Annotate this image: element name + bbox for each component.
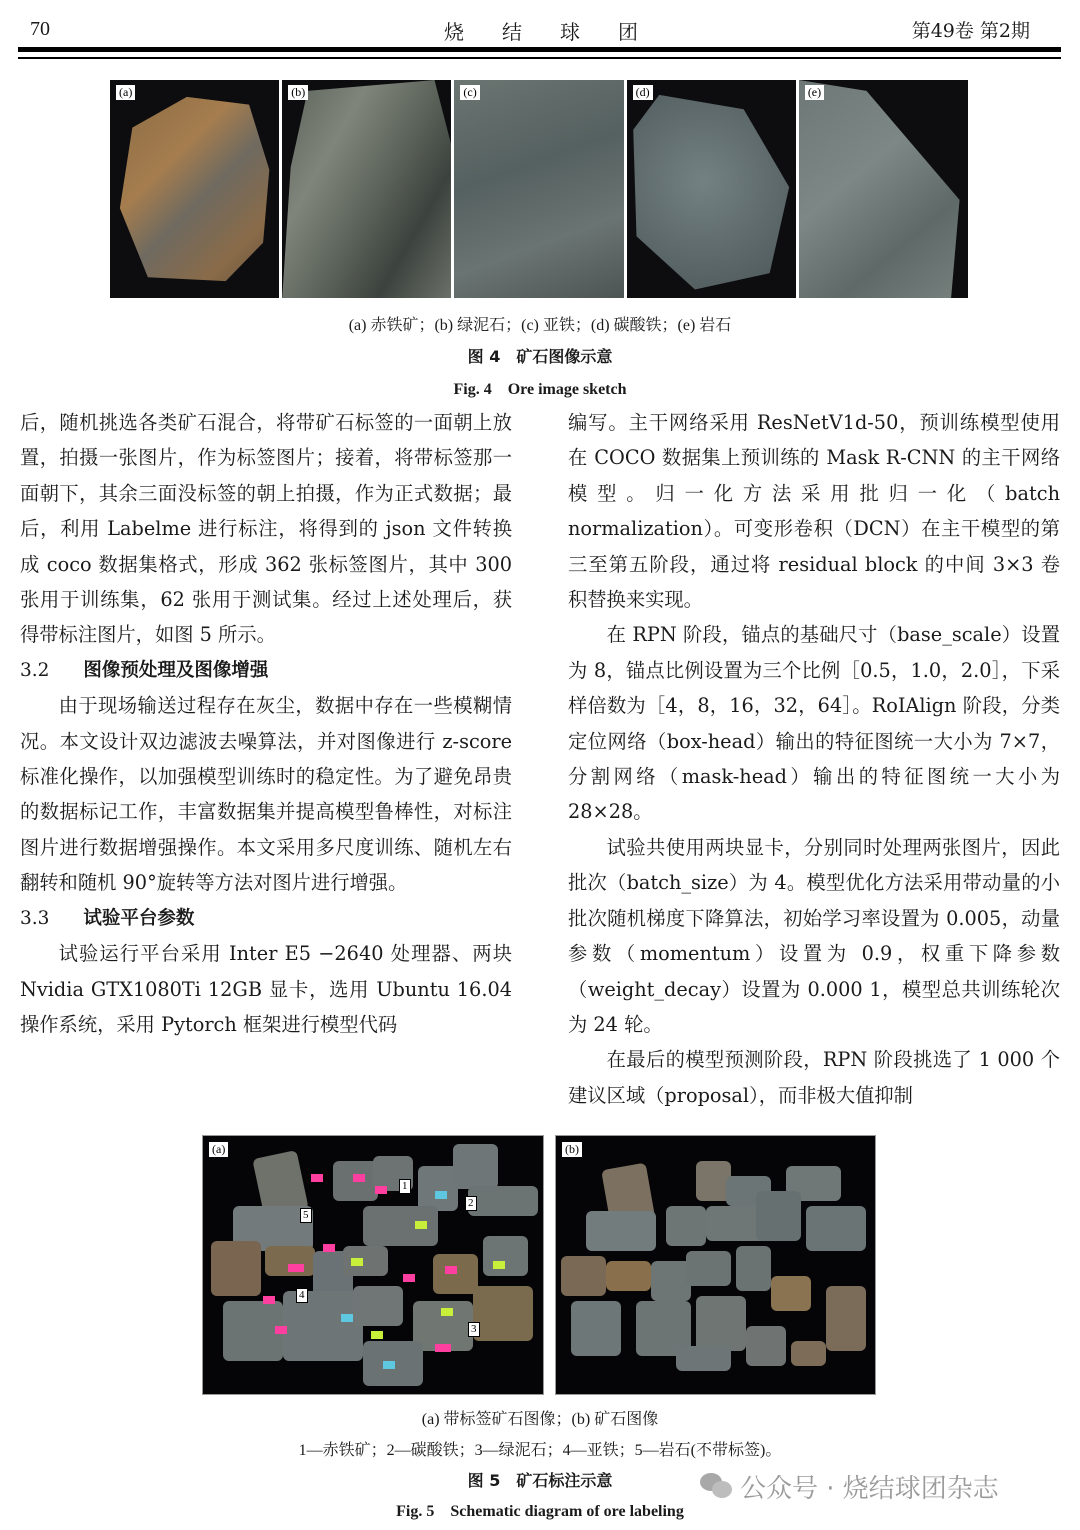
figure-4-panel-c	[454, 80, 623, 298]
ore-stone	[791, 1341, 826, 1366]
callout-marker-4: 4	[296, 1288, 308, 1303]
figure-5-title-en: Fig. 5 Schematic diagram of ore labeling	[396, 1503, 684, 1520]
ore-rock-siderite	[630, 89, 792, 294]
figure-5-title-cn: 图 5 矿石标注示意	[467, 1471, 613, 1490]
paragraph: 试验共使用两块显卡，分别同时处理两张图片，因此批次（batch_size）为 4。模型优化方法采用带动量的小批次随机梯度下降算法，初始学习率设置为 0.005，动量参数（momentum）设置为 0.9，权重下降参数（weight_decay）设置为 0.000 1，模型总共训练轮次为 24 轮。	[568, 835, 1060, 1036]
ore-stone	[473, 1286, 533, 1341]
ore-stone	[586, 1211, 656, 1251]
label-tag-yellow-green	[351, 1258, 363, 1266]
journal-title: 烧结球团	[444, 20, 676, 44]
label-tag-pink	[403, 1274, 415, 1282]
page-header	[22, 0, 1058, 54]
label-tag-yellow-green	[371, 1331, 383, 1339]
figure-5-panel-b-unlabeled-ores	[555, 1135, 876, 1395]
header-rule-thin	[18, 57, 1061, 59]
ore-rock-hematite	[117, 93, 273, 285]
ore-stone	[606, 1261, 651, 1291]
section-number: 3.3	[20, 907, 50, 929]
right-column	[568, 405, 1060, 1113]
panel-label: (a)	[116, 85, 135, 100]
label-tag-pink	[375, 1186, 387, 1194]
paragraph: 编写。主干网络采用 ResNetV1d-50，预训练模型使用在 COCO 数据集上预训练的 Mask R-CNN 的主干网络模型。归一化方法采用批归一化（batch normalization）。可变形卷积（DCN）在主干模型的第三至第五阶段，通过将 residual block 的中间 3×3 卷积替换来实现。	[568, 411, 1060, 612]
section-number: 3.2	[20, 659, 50, 681]
label-tag-cyan	[383, 1361, 395, 1369]
ore-stone	[418, 1166, 458, 1211]
ore-stone	[483, 1236, 528, 1276]
figure-5-subcaption: (a) 带标签矿石图像；(b) 矿石图像	[421, 1411, 659, 1428]
label-tag-pink	[288, 1264, 304, 1272]
callout-marker-5: 5	[300, 1208, 312, 1223]
label-tag-yellow-green	[441, 1308, 453, 1316]
label-tag-cyan	[435, 1191, 447, 1199]
callout-marker-1: 1	[399, 1179, 411, 1194]
label-tag-pink	[311, 1174, 323, 1182]
header-rule-thick	[18, 47, 1061, 52]
ore-stone	[223, 1301, 283, 1361]
figure-4-panel-b	[282, 80, 451, 298]
ore-stone	[211, 1241, 261, 1296]
panel-label: (b)	[562, 1142, 582, 1157]
ore-stone	[771, 1276, 811, 1311]
ore-stone	[756, 1191, 801, 1241]
ore-stone	[283, 1291, 363, 1361]
label-tag-pink	[445, 1266, 457, 1274]
ore-stone	[453, 1144, 498, 1189]
label-tag-cyan	[341, 1314, 353, 1322]
ore-stone	[806, 1206, 866, 1251]
ore-stone	[561, 1256, 606, 1296]
figure-5-panel-a-labeled-ores	[202, 1135, 544, 1395]
ore-stone	[736, 1246, 771, 1291]
panel-label: (e)	[805, 85, 824, 100]
figure-4-title-en: Fig. 4 Ore image sketch	[453, 381, 627, 398]
callout-marker-2: 2	[465, 1196, 477, 1211]
wechat-watermark	[700, 1468, 999, 1505]
paragraph: 试验运行平台采用 Inter E5 −2640 处理器、两块 Nvidia GTX1080Ti 12GB 显卡，选用 Ubuntu 16.04 操作系统，采用 Pytorch 框架进行模型代码	[20, 942, 512, 1036]
label-tag-pink	[323, 1244, 335, 1252]
issue-info: 第49卷 第2期	[911, 20, 1030, 42]
figure-4-title-cn: 图 4 矿石图像示意	[467, 347, 613, 366]
ore-stone	[676, 1346, 731, 1371]
paragraph: 后，随机挑选各类矿石混合，将带矿石标签的一面朝上放置，拍摄一张图片，作为标签图片；接着，将带标签那一面朝下，其余三面没标签的朝上拍摄，作为正式数据；最后，利用 Labelme 进行标注，将得到的 json 文件转换成 coco 数据集格式，形成 362 张标签图片，其中 300 张用于训练集，62 张用于测试集。经过上述处理后，获得带标注图片，如图 5 所示。	[20, 411, 512, 647]
ore-stone	[571, 1301, 621, 1356]
ore-stone	[696, 1296, 746, 1351]
label-tag-pink	[435, 1344, 451, 1352]
ore-rock-ferrous	[454, 80, 623, 298]
section-heading-3-3	[20, 901, 512, 936]
ore-stone	[826, 1286, 866, 1351]
panel-label: (a)	[209, 1142, 228, 1157]
paragraph: 由于现场输送过程存在灰尘，数据中存在一些模糊情况。本文设计双边滤波去噪算法，并对图像进行 z-score 标准化操作，以加强模型训练时的稳定性。为了避免昂贵的数据标记工作，丰富数据集并提高模型鲁棒性，对标注图片进行数据增强操作。本文采用多尺度训练、随机左右翻转和随机 90°旋转等方法对图片进行增强。	[20, 694, 512, 895]
ore-stone	[468, 1186, 538, 1216]
figure-4-panel-a	[110, 80, 279, 298]
section-heading-3-2	[20, 653, 512, 688]
ore-stone	[666, 1206, 706, 1246]
figure-4-image-strip	[110, 80, 968, 298]
ore-stone	[433, 1254, 478, 1294]
paragraph: 在 RPN 阶段，锚点的基础尺寸（base_scale）设置为 8，锚点比例设置为三个比例［0.5，1.0，2.0］，下采样倍数为［4，8，16，32，64］。RoIAlign 阶段，分类定位网络（box-head）输出的特征图统一大小为 7×7，分割网络（mask-head）输出的特征图统一大小为 28×28。	[568, 623, 1060, 824]
figure-5-legend: 1—赤铁矿；2—碳酸铁；3—绿泥石；4—亚铁；5—岩石(不带标签)。	[298, 1442, 782, 1459]
ore-stone	[686, 1251, 731, 1286]
ore-stone	[343, 1246, 388, 1276]
figure-4-subcaption: (a) 赤铁矿；(b) 绿泥石；(c) 亚铁；(d) 碳酸铁；(e) 岩石	[348, 317, 732, 334]
figure-4-panel-d	[627, 80, 796, 298]
label-tag-yellow-green	[493, 1261, 505, 1269]
ore-rock-rock	[799, 80, 968, 298]
left-column	[20, 405, 512, 1042]
panel-label: (d)	[633, 85, 653, 100]
ore-rock-chlorite	[282, 80, 451, 298]
wechat-icon	[700, 1473, 734, 1501]
figure-4-panel-e	[799, 80, 968, 298]
label-tag-pink	[263, 1296, 275, 1304]
section-title: 试验平台参数	[83, 907, 195, 929]
panel-label: (b)	[288, 85, 308, 100]
page-number: 70	[30, 18, 50, 40]
section-title: 图像预处理及图像增强	[83, 659, 269, 681]
callout-marker-3: 3	[468, 1322, 480, 1337]
ore-stone	[353, 1286, 403, 1326]
watermark-text: 公众号 · 烧结球团杂志	[740, 1474, 999, 1504]
label-tag-pink	[275, 1326, 287, 1334]
ore-stone	[651, 1261, 691, 1301]
ore-stone	[746, 1326, 786, 1366]
panel-label: (c)	[460, 85, 479, 100]
label-tag-yellow-green	[415, 1221, 427, 1229]
label-tag-pink	[353, 1174, 365, 1182]
paragraph: 在最后的模型预测阶段，RPN 阶段挑选了 1 000 个建议区域（proposal），而非极大值抑制	[568, 1048, 1060, 1107]
